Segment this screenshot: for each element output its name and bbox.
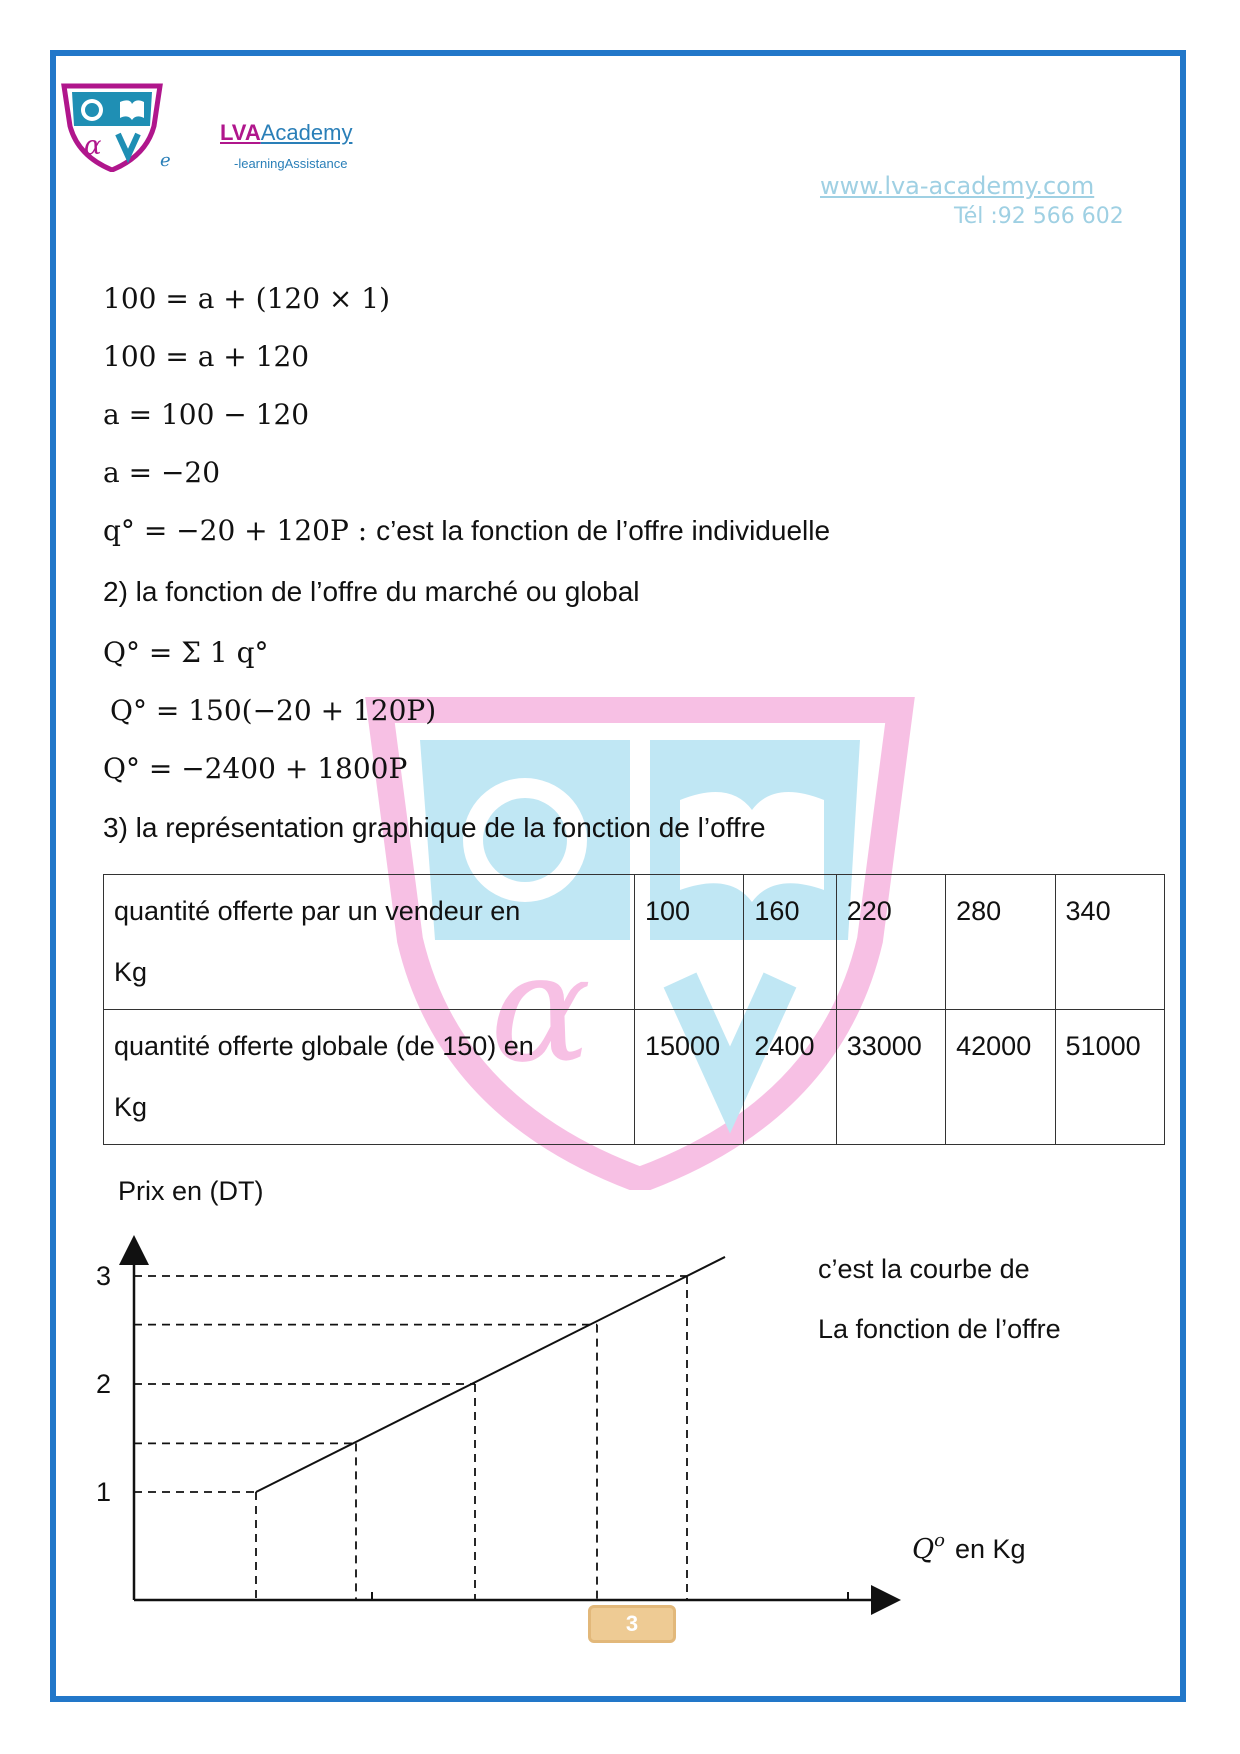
table-cell: 15000	[635, 1010, 744, 1145]
row-label: quantité offerte par un vendeur en Kg	[104, 875, 635, 1010]
equation-2: 100 = a + 120	[103, 340, 310, 373]
table-row	[104, 875, 1165, 1010]
row-label: quantité offerte globale (de 150) en Kg	[104, 1010, 635, 1145]
y-tick-labels	[96, 1261, 111, 1507]
x-axis-sup: o	[934, 1530, 945, 1551]
table-cell: 2400	[744, 1010, 836, 1145]
y-tick-label: 2	[96, 1369, 112, 1399]
table-cell: 340	[1055, 875, 1164, 1010]
chart-series	[256, 1257, 725, 1492]
brand-academy: Academy	[260, 120, 353, 145]
equation-7: Q° = 150(−20 + 120P)	[110, 694, 437, 727]
table-row	[104, 1010, 1165, 1145]
website-link[interactable]: www.lva-academy.com	[820, 172, 1095, 200]
table-cell: 160	[744, 875, 836, 1010]
logo-letter: e	[160, 150, 171, 171]
brand-tagline: -learningAssistance	[234, 156, 348, 171]
table-cell: 42000	[946, 1010, 1055, 1145]
table-cell: 220	[836, 875, 945, 1010]
y-axis-label: Prix en (DT)	[118, 1180, 264, 1206]
phone-number: Tél :92 566 602	[954, 204, 1124, 229]
brand-lva: LVA	[220, 120, 261, 145]
table-cell: 100	[635, 875, 744, 1010]
equation-8: Q° = −2400 + 1800P	[103, 752, 408, 785]
equation-5	[103, 514, 830, 547]
x-axis-unit: en Kg	[954, 1534, 1026, 1564]
question-2-heading: 2) la fonction de l’offre du marché ou global	[103, 576, 640, 607]
chart-annotation-line2: La fonction de l’offre	[818, 1314, 1061, 1344]
y-tick-label: 1	[96, 1477, 112, 1507]
x-axis-label	[912, 1530, 1026, 1565]
equation-5-text: c’est la fonction de l’offre individuelle	[376, 515, 831, 546]
supply-curve-line	[256, 1257, 725, 1492]
supply-curve-chart	[90, 1180, 1150, 1640]
svg-text:α: α	[490, 922, 592, 1096]
equation-4: a = −20	[103, 456, 221, 489]
table-cell: 33000	[836, 1010, 945, 1145]
equation-6: Q° = Σ 1 q°	[103, 636, 269, 669]
lva-shield-logo-icon	[58, 80, 166, 172]
brand-name	[220, 120, 352, 146]
question-3-heading: 3) la représentation graphique de la fonction de l’offre	[103, 812, 766, 843]
equation-5-math: q° = −20 + 120P :	[103, 514, 368, 547]
supply-table	[103, 874, 1165, 1145]
equation-3: a = 100 − 120	[103, 398, 310, 431]
y-tick-label: 3	[96, 1261, 112, 1291]
equation-1: 100 = a + (120 × 1)	[103, 282, 391, 315]
page-number-badge: 3	[588, 1605, 676, 1643]
svg-text:α: α	[84, 131, 102, 161]
chart-annotation-line1: c’est la courbe de	[818, 1254, 1030, 1284]
x-axis-symbol: Q	[912, 1534, 935, 1565]
table-cell: 280	[946, 875, 1055, 1010]
chart-guides	[134, 1276, 687, 1600]
table-cell: 51000	[1055, 1010, 1164, 1145]
